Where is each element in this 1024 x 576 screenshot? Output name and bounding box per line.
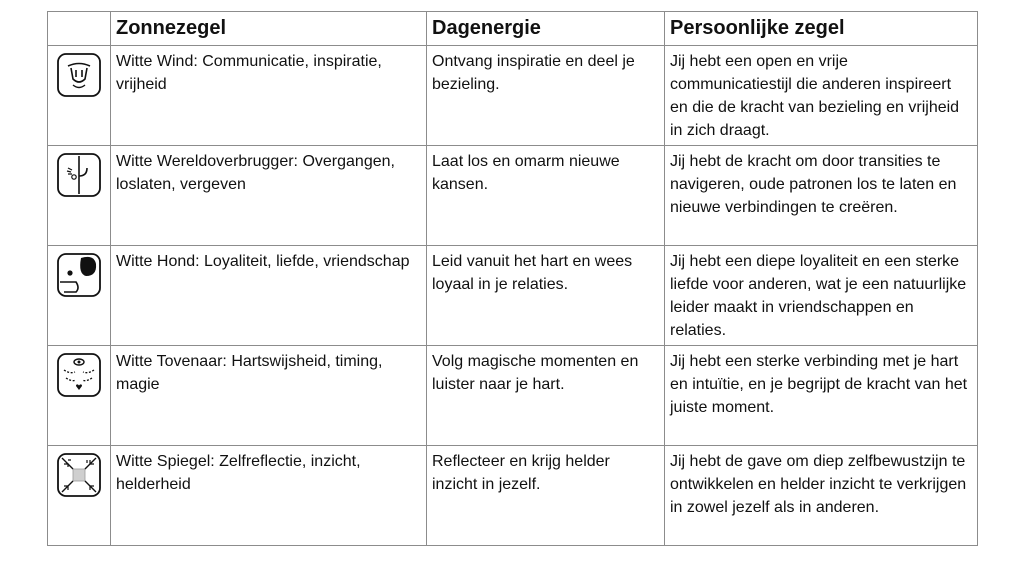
document-page	[47, 11, 977, 544]
white-wizard-glyph-icon	[56, 352, 102, 398]
header-persoonlijke-zegel: Persoonlijke zegel	[665, 12, 978, 46]
glyph-cell	[48, 146, 111, 246]
persoonlijke-zegel-cell: Jij hebt een sterke verbinding met je hart en intuïtie, en je begrijpt de kracht van het juiste moment.	[665, 346, 978, 446]
zonnezegel-cell: Witte Wind: Communicatie, inspiratie, vrijheid	[111, 46, 427, 146]
dagenergie-cell: Reflecteer en krijg helder inzicht in jezelf.	[427, 446, 665, 546]
persoonlijke-zegel-cell: Jij hebt de kracht om door transities te navigeren, oude patronen los te laten en nieuwe verbindingen te creëren.	[665, 146, 978, 246]
glyph-cell	[48, 346, 111, 446]
glyph-cell	[48, 446, 111, 546]
persoonlijke-zegel-cell: Jij hebt een diepe loyaliteit en een sterke liefde voor anderen, wat je een natuurlijke leider maakt in vriendschappen en relaties.	[665, 246, 978, 346]
glyph-cell	[48, 246, 111, 346]
persoonlijke-zegel-cell: Jij hebt de gave om diep zelfbewustzijn te ontwikkelen en helder inzicht te verkrijgen in zowel jezelf als in anderen.	[665, 446, 978, 546]
table-row	[48, 46, 978, 146]
table-row	[48, 446, 978, 546]
dagenergie-cell: Volg magische momenten en luister naar je hart.	[427, 346, 665, 446]
dagenergie-cell: Ontvang inspiratie en deel je bezieling.	[427, 46, 665, 146]
zonnezegel-cell: Witte Hond: Loyaliteit, liefde, vriendschap	[111, 246, 427, 346]
dagenergie-cell: Leid vanuit het hart en wees loyaal in je relaties.	[427, 246, 665, 346]
table-row	[48, 146, 978, 246]
white-wind-glyph-icon	[56, 52, 102, 98]
zonnezegel-cell: Witte Tovenaar: Hartswijsheid, timing, magie	[111, 346, 427, 446]
white-mirror-glyph-icon	[56, 452, 102, 498]
header-dagenergie: Dagenergie	[427, 12, 665, 46]
dagenergie-cell: Laat los en omarm nieuwe kansen.	[427, 146, 665, 246]
persoonlijke-zegel-cell: Jij hebt een open en vrije communicatiestijl die anderen inspireert en die de kracht van bezieling en vrijheid in zich draagt.	[665, 46, 978, 146]
zonnezegel-cell: Witte Wereldoverbrugger: Overgangen, loslaten, vergeven	[111, 146, 427, 246]
zonnezegel-table	[47, 11, 978, 546]
white-dog-glyph-icon	[56, 252, 102, 298]
glyph-cell	[48, 46, 111, 146]
world-bridger-glyph-icon	[56, 152, 102, 198]
header-icon	[48, 12, 111, 46]
header-zonnezegel: Zonnezegel	[111, 12, 427, 46]
table-header-row	[48, 12, 978, 46]
zonnezegel-cell: Witte Spiegel: Zelfreflectie, inzicht, helderheid	[111, 446, 427, 546]
table-row	[48, 346, 978, 446]
table-row	[48, 246, 978, 346]
